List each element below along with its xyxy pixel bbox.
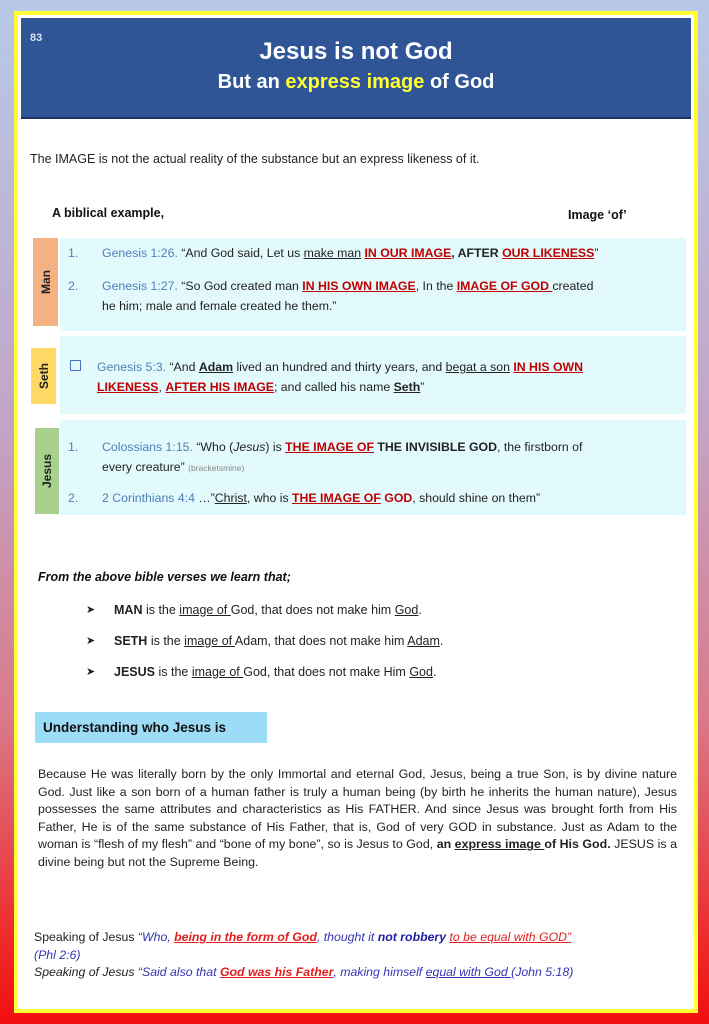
quote-text: , making himself: [333, 965, 426, 979]
man-label-text: Man: [38, 270, 53, 294]
point-text: .: [439, 634, 444, 648]
quote-bold: not robbery: [377, 930, 447, 944]
point-underline: image of: [184, 634, 235, 648]
quote-text: “Who,: [137, 930, 175, 944]
verse-text: , who is: [246, 491, 293, 505]
seth-label: [31, 348, 56, 404]
point-subject: SETH: [114, 634, 148, 648]
point-text: .: [418, 603, 422, 617]
verse-ref: 2 Corinthians 4:4: [102, 491, 195, 505]
image-of-heading: Image ‘of’: [568, 208, 627, 222]
verse-genesis-1-26: [102, 243, 598, 263]
point-underline: image of: [191, 665, 244, 679]
verse-text: ”: [420, 380, 425, 394]
verse-genesis-5-3: [97, 357, 679, 397]
quote-emphasis: God was his Father: [219, 965, 334, 979]
quote-prefix: Speaking of Jesus: [34, 965, 138, 979]
point-text: is the: [147, 634, 185, 648]
arrow-bullet-icon: ➤: [86, 635, 96, 647]
arrow-bullet-icon: ➤: [86, 604, 96, 616]
quote-phl-2-6: [34, 929, 571, 964]
paragraph-text: JESUS is a divine being but not the Supreme Being.: [38, 837, 677, 869]
verse-text: , should shine on them”: [412, 491, 541, 505]
seth-label-text: Seth: [36, 362, 51, 390]
verse-number: 1.: [68, 246, 79, 260]
verse-emphasis: IN OUR IMAGE: [364, 246, 452, 260]
verse-number: 1.: [68, 440, 79, 454]
verse-emphasis: THE IMAGE OF: [285, 440, 374, 454]
verse-text: ; and called his name: [273, 380, 394, 394]
verse-emphasis: THE IMAGE OF: [292, 491, 381, 505]
quote-reference: (Phl 2:6): [34, 947, 81, 962]
checkbox-bullet-icon: [70, 360, 81, 371]
subtitle-highlight: express image: [285, 71, 425, 93]
verse-text: , In the: [415, 279, 457, 293]
verse-text: “And: [166, 360, 199, 374]
page-subtitle: [21, 71, 691, 94]
point-underline: Adam: [407, 634, 440, 648]
point-text: God, that does not make him: [230, 603, 395, 617]
verse-underline: Christ: [214, 491, 247, 505]
quote-underline: to be equal with GOD”: [449, 930, 572, 944]
quote-text: “Said also that: [137, 965, 220, 979]
document-page: [14, 11, 698, 1013]
quote-emphasis: being in the form of God: [174, 930, 317, 944]
learn-point-text: [114, 634, 443, 648]
point-underline: God: [394, 603, 419, 617]
quote-john-5-18: [34, 964, 573, 982]
quote-prefix: Speaking of Jesus: [34, 930, 138, 944]
quote-reference: (John 5:18): [511, 965, 574, 979]
verse-underline: begat a son: [445, 360, 510, 374]
verse-bold: Seth: [393, 380, 421, 394]
verse-text: every creature”: [102, 460, 189, 474]
jesus-verses-box: [60, 420, 686, 515]
point-text: God, that does not make Him: [243, 665, 410, 679]
verse-ref: Genesis 1:26.: [102, 246, 178, 260]
verse-number: 2.: [68, 491, 79, 505]
verse-emphasis: IN HIS OWN: [513, 360, 584, 374]
jesus-label: [35, 428, 59, 514]
verse-text: he him; male and female created he them.”: [102, 299, 337, 313]
verse-text: , the firstborn of: [496, 440, 583, 454]
verse-emphasis: LIKENESS: [97, 380, 159, 394]
verse-bold: Adam: [198, 360, 234, 374]
verse-text: ”: [594, 246, 599, 260]
seth-verses-box: [60, 336, 686, 414]
understanding-paragraph: [38, 766, 677, 872]
example-heading: A biblical example,: [52, 206, 165, 220]
jesus-label-text: Jesus: [40, 453, 54, 489]
paragraph-bold-underline: express image: [454, 837, 545, 852]
verse-emphasis: IN HIS OWN IMAGE: [302, 279, 416, 293]
verse-emphasis: GOD: [384, 491, 413, 505]
paragraph-text: Because He was literally born by the only Immortal and eternal God, Jesus, being a true Son, is by divine nature God. Just like a son born of a human father is truly a human being (by birth he inherits the human nature), Jesus possesses the same attributes and characteristics as His FATHER. And since Jesus was brought forth from His Father, He is of the same substance of His Father, that is, God of very GOD in substance. Just as Adam to the woman is “flesh of my flesh” and “bone of my bone”, so is Jesus to God,: [38, 767, 677, 852]
verse-underline: make man: [303, 246, 362, 260]
point-subject: MAN: [114, 603, 143, 617]
verse-ref: Genesis 1:27.: [102, 279, 178, 293]
arrow-bullet-icon: ➤: [86, 666, 96, 678]
page-title: Jesus is not God: [259, 38, 453, 65]
quote-underline: equal with God: [425, 965, 512, 979]
verse-bold: THE INVISIBLE GOD: [377, 440, 497, 454]
verse-emphasis: IMAGE OF GOD: [456, 279, 553, 293]
point-subject: JESUS: [114, 665, 155, 679]
verse-emphasis: OUR LIKENESS: [502, 246, 595, 260]
verse-emphasis: AFTER HIS IMAGE: [165, 380, 274, 394]
learn-point-text: [114, 665, 436, 679]
learn-heading: From the above bible verses we learn that;: [38, 570, 291, 584]
paragraph-bold: an: [436, 837, 455, 852]
verse-italic: Jesus: [233, 440, 266, 454]
man-label: [33, 238, 58, 326]
verse-text: “Who (: [192, 440, 234, 454]
point-underline: image of: [179, 603, 231, 617]
verse-text: lived an hundred and thirty years, and: [233, 360, 446, 374]
point-text: Adam, that does not make him: [234, 634, 408, 648]
verse-text: “So God created man: [177, 279, 303, 293]
verse-number: 2.: [68, 279, 79, 293]
verse-note: (bracketsmine): [188, 463, 245, 473]
subtitle-pre: But an: [217, 71, 286, 93]
point-text: is the: [142, 603, 180, 617]
point-text: is the: [155, 665, 192, 679]
verse-text: created: [552, 279, 594, 293]
verse-text: …”: [194, 491, 215, 505]
verse-genesis-1-27: [102, 276, 678, 316]
point-underline: God: [409, 665, 433, 679]
verse-ref: Colossians 1:15.: [102, 440, 193, 454]
man-verses-box: [60, 238, 686, 331]
point-text: .: [432, 665, 437, 679]
verse-2-corinthians-4-4: [102, 488, 540, 508]
learn-point-text: [114, 603, 422, 617]
verse-text: , AFTER: [451, 246, 503, 260]
subtitle-post: of God: [424, 71, 495, 93]
verse-text: “And God said, Let us: [177, 246, 304, 260]
verse-text: ) is: [265, 440, 286, 454]
quote-text: , thought it: [316, 930, 378, 944]
paragraph-bold: of His God.: [544, 837, 611, 852]
page-header: [21, 18, 691, 119]
intro-text: The IMAGE is not the actual reality of the substance but an express likeness of it.: [30, 152, 480, 166]
section-heading-text: Understanding who Jesus is: [43, 720, 227, 735]
verse-text: ,: [158, 380, 166, 394]
verse-colossians-1-15: [102, 437, 678, 478]
section-heading: [35, 712, 267, 743]
page-number: 83: [30, 32, 43, 44]
verse-ref: Genesis 5:3.: [97, 360, 167, 374]
